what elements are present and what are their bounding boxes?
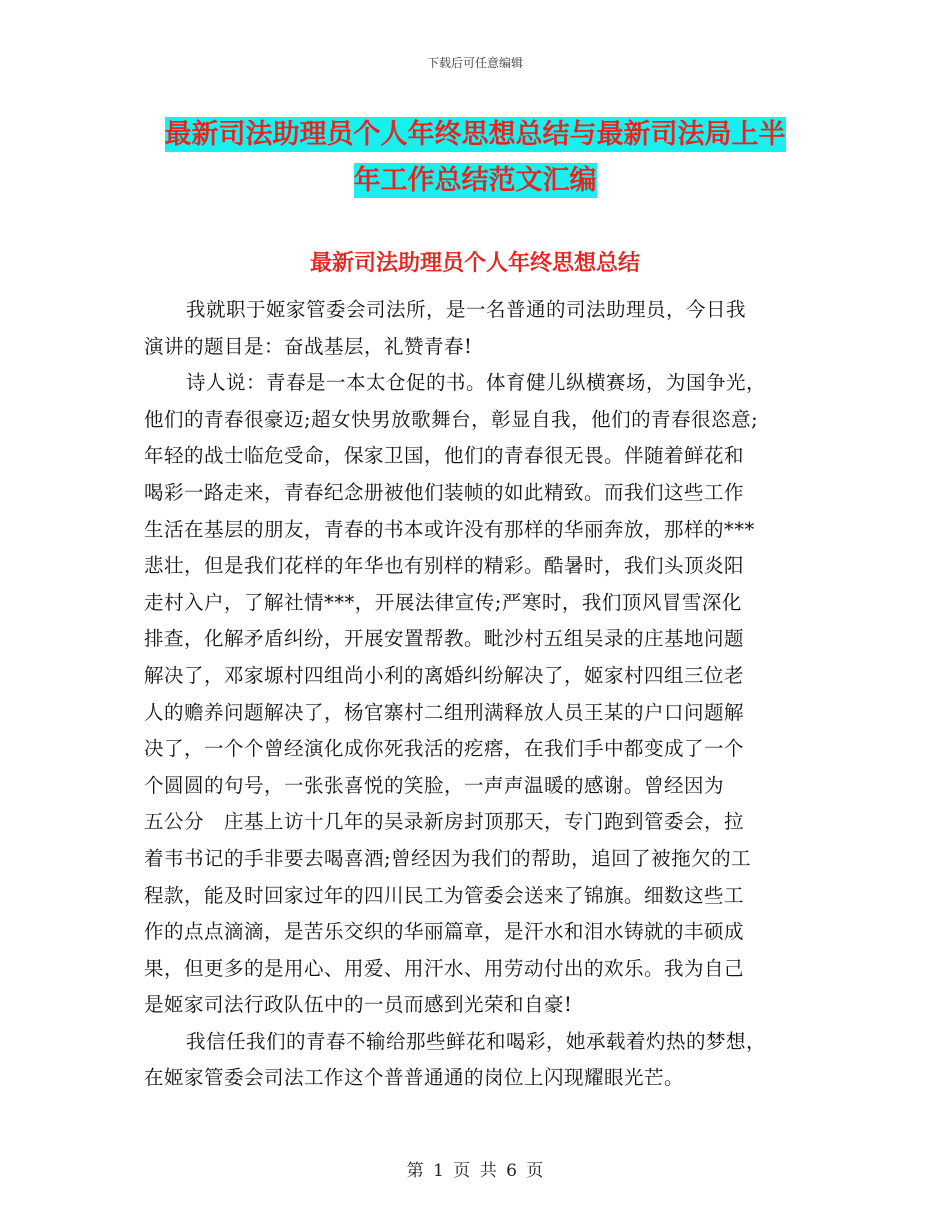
body-line: 生活在基层的朋友，青春的书本或许没有那样的华丽奔放，那样的*** <box>144 517 755 541</box>
title-line-2-text: 年工作总结范文汇编 <box>353 165 597 196</box>
body-line: 悲壮，但是我们花样的年华也有别样的精彩。酷暑时，我们头顶炎阳 <box>144 554 745 578</box>
section-title: 最新司法助理员个人年终思想总结 <box>309 250 640 276</box>
body-line: 在姬家管委会司法工作这个普普通通的岗位上闪现耀眼光芒。 <box>144 1066 685 1090</box>
header-note: 下载后可任意编辑 <box>426 56 523 70</box>
body-line: 着韦书记的手非要去喝喜酒;曾经因为我们的帮助，追回了被拖欠的工 <box>144 846 752 870</box>
body-line: 演讲的题目是：奋战基层，礼赞青春! <box>144 334 473 358</box>
body-line: 程款，能及时回家过年的四川民工为管委会送来了锦旗。细数这些工 <box>144 883 745 907</box>
body-line: 解决了，邓家塬村四组尚小利的离婚纠纷解决了，姬家村四组三位老 <box>144 663 745 687</box>
body-line: 作的点点滴滴，是苦乐交织的华丽篇章，是汗水和泪水铸就的丰硕成 <box>144 920 745 944</box>
body-line: 是姬家司法行政队伍中的一员而感到光荣和自豪! <box>144 993 573 1017</box>
body-line: 五公分 庄基上访十几年的吴录新房封顶那天，专门跑到管委会，拉 <box>144 810 745 834</box>
body-line: 我信任我们的青春不输给那些鲜花和喝彩，她承载着灼热的梦想， <box>186 1029 767 1053</box>
body-line: 年轻的战士临危受命，保家卫国，他们的青春很无畏。伴随着鲜花和 <box>144 444 745 468</box>
body-line: 喝彩一路走来，青春纪念册被他们装帧的如此精致。而我们这些工作 <box>144 480 745 504</box>
body-text <box>144 292 814 1097</box>
body-line: 个圆圆的句号，一张张喜悦的笑脸，一声声温暖的感谢。曾经因为 <box>144 773 725 797</box>
page-footer: 第 1 页 共 6 页 <box>406 1161 544 1181</box>
title-line-1-text: 最新司法助理员个人年终思想总结与最新司法局上半 <box>164 119 786 150</box>
body-line: 排查，化解矛盾纠纷，开展安置帮教。毗沙村五组吴录的庄基地问题 <box>144 627 745 651</box>
title-line-2 <box>0 158 950 204</box>
body-line: 诗人说：青春是一本太仓促的书。体育健儿纵横赛场，为国争光， <box>186 371 767 395</box>
title-line-1 <box>0 112 950 158</box>
body-line: 走村入户，了解社情***，开展法律宣传;严寒时，我们顶风冒雪深化 <box>144 590 742 614</box>
body-line: 果，但更多的是用心、用爱、用汗水、用劳动付出的欢乐。我为自己 <box>144 956 745 980</box>
body-line: 他们的青春很豪迈;超女快男放歌舞台，彰显自我，他们的青春很恣意; <box>144 407 759 431</box>
body-line: 决了，一个个曾经演化成你死我活的疙瘩，在我们手中都变成了一个 <box>144 737 745 761</box>
document-title <box>0 112 950 204</box>
body-line: 我就职于姬家管委会司法所，是一名普通的司法助理员，今日我 <box>186 298 747 321</box>
body-line: 人的赡养问题解决了，杨官寨村二组刑满释放人员王某的户口问题解 <box>144 700 745 724</box>
